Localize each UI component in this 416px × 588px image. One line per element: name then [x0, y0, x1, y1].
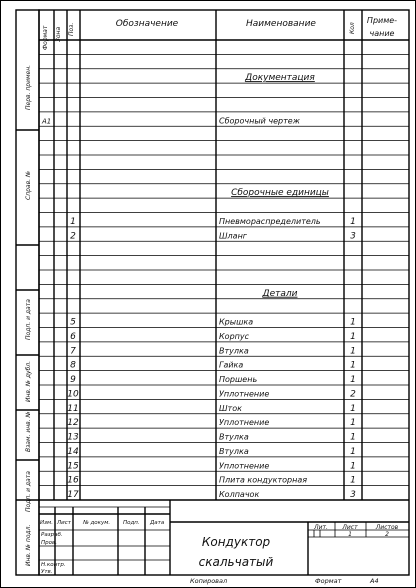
side-label-inv-dubl: Инв. № дубл.	[25, 360, 32, 402]
spec-rows	[41, 73, 356, 500]
cell-name: Уплотнение	[219, 389, 270, 399]
footer-copied: Копировал	[190, 577, 228, 585]
cell-name: Втулка	[219, 446, 249, 456]
table-row	[67, 418, 356, 428]
cell-name: Втулка	[219, 346, 249, 356]
sheet-label: Лист	[342, 524, 358, 531]
title-row-nkontr: Н.контр.	[41, 562, 66, 568]
cell-name: Уплотнение	[219, 461, 270, 471]
header-format: Формат	[42, 25, 49, 50]
table-row	[231, 188, 329, 198]
table-row	[70, 217, 356, 227]
cell-qty: 2	[350, 389, 356, 400]
cell-qty: 3	[350, 490, 356, 500]
side-label-podp-data-2: Подп. и дата	[25, 471, 32, 512]
cell-format: А1	[42, 117, 52, 126]
cell-pos: 14	[67, 446, 79, 457]
title-row-prov: Пров.	[41, 540, 57, 546]
header-designation: Обозначение	[115, 19, 179, 29]
cell-qty: 1	[350, 446, 356, 457]
section-heading: Документация	[245, 73, 315, 84]
cell-qty: 1	[350, 432, 356, 443]
header-zone: Зона	[55, 26, 62, 42]
table-row	[70, 332, 356, 342]
cell-pos: 1	[70, 216, 76, 227]
cell-name: Шланг	[219, 231, 248, 241]
cell-pos: 6	[70, 331, 76, 342]
section-heading: Сборочные единицы	[231, 188, 329, 199]
table-row	[244, 73, 315, 83]
title-col-list: Лист	[57, 520, 71, 526]
cell-pos: 11	[67, 403, 79, 414]
cell-pos: 7	[70, 346, 76, 357]
cell-name: Уплотнение	[219, 418, 270, 428]
cell-name: Пневмораспределитель	[219, 216, 321, 226]
footer-format-label: Формат	[315, 577, 342, 585]
table-row	[262, 289, 298, 299]
sheet-number: 1	[348, 531, 352, 538]
cell-qty: 1	[350, 346, 356, 357]
cell-pos: 10	[67, 389, 79, 400]
table-row	[70, 231, 356, 241]
cell-qty: 1	[350, 418, 356, 429]
cell-qty: 1	[350, 216, 356, 227]
table-row	[67, 404, 356, 414]
side-label-inv-podl: Инв. № подл.	[25, 524, 32, 566]
title-col-podp: Подп.	[123, 520, 140, 526]
side-label-sprav-no: Справ. №	[25, 170, 32, 200]
table-row	[67, 476, 356, 486]
header-pos: Поз.	[68, 22, 75, 36]
cell-qty: 1	[350, 475, 356, 486]
table-row	[67, 461, 356, 471]
header-qty: Кол	[349, 22, 356, 34]
cell-pos: 5	[70, 317, 76, 328]
cell-pos: 9	[70, 375, 76, 385]
cell-pos: 2	[70, 231, 76, 242]
title-row-utv: Утв.	[41, 569, 53, 575]
cell-qty: 1	[350, 317, 356, 328]
table-row	[67, 433, 356, 443]
table-row	[67, 447, 356, 457]
cell-name: Поршень	[219, 375, 258, 384]
document-title-line2: скальчатый	[198, 555, 274, 569]
footer-format-value: А4	[370, 577, 379, 585]
header-note-line1: Приме-	[366, 16, 398, 25]
cell-name: Плита кондукторная	[219, 475, 308, 485]
table-row	[70, 318, 356, 328]
cell-qty: 3	[350, 231, 356, 242]
table-row	[70, 375, 356, 385]
header-name: Наименование	[246, 19, 316, 29]
cell-pos: 12	[67, 418, 79, 429]
table-row	[70, 361, 356, 371]
cell-pos: 15	[67, 461, 79, 472]
cell-pos: 17	[67, 490, 79, 500]
cell-qty: 1	[350, 461, 356, 472]
cell-qty: 1	[350, 375, 356, 385]
cell-name: Втулка	[219, 432, 249, 442]
side-label-podp-data-1: Подп. и дата	[25, 299, 32, 340]
cell-qty: 1	[350, 360, 356, 371]
cell-qty: 1	[350, 331, 356, 342]
title-col-izm: Изм.	[40, 520, 53, 526]
sheets-count: 2	[385, 531, 389, 538]
sheets-label: Листов	[375, 524, 399, 531]
title-row-razrab: Разраб.	[41, 532, 63, 538]
cell-pos: 8	[70, 360, 76, 371]
title-col-data: Дата	[150, 520, 165, 526]
cell-name: Сборочный чертеж	[219, 116, 300, 126]
cell-pos: 16	[67, 475, 79, 486]
cell-pos: 13	[67, 432, 79, 443]
document-title-line1: Кондуктор	[201, 535, 271, 549]
cell-qty: 1	[350, 403, 356, 414]
side-label-vzam-inv: Взам. инв. №	[25, 411, 32, 452]
cell-name: Колпачок	[219, 490, 260, 499]
table-row	[67, 389, 356, 399]
table-row	[67, 490, 356, 500]
side-label-perv-primen: Перв. примен.	[25, 64, 32, 110]
title-col-ndokum: № докум.	[83, 520, 111, 526]
table-row	[70, 346, 356, 356]
cell-name: Шток	[219, 403, 242, 413]
cell-name: Корпус	[219, 331, 250, 341]
cell-name: Крышка	[219, 317, 254, 327]
header-note-line2: чание	[369, 29, 395, 38]
lit-label: Лит.	[314, 524, 328, 531]
section-heading: Детали	[262, 288, 298, 299]
cell-name: Гайка	[219, 360, 244, 370]
